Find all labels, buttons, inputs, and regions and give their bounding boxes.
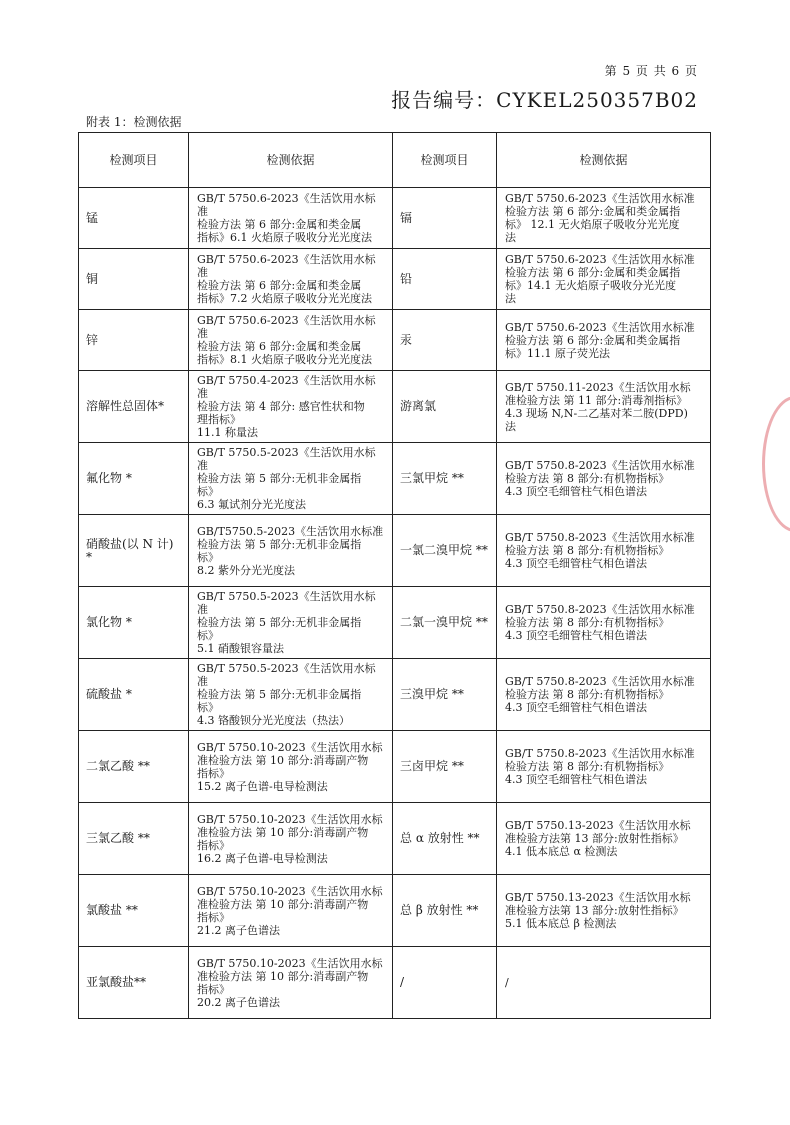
seal-stamp-fragment [762, 396, 790, 532]
test-basis: GB/T 5750.10-2023《生活饮用水标 准检验方法 第 10 部分:消毒副产物 指标》 15.2 离子色谱-电导检测法 [189, 731, 393, 803]
test-item: 锰 [79, 188, 189, 249]
test-basis: GB/T 5750.5-2023《生活饮用水标准 检验方法 第 5 部分:无机非金属指 标》 5.1 硝酸银容量法 [189, 587, 393, 659]
column-header-basis-left: 检测依据 [189, 133, 393, 188]
test-item: 总 α 放射性 ** [393, 803, 497, 875]
report-number: 报告编号：CYKEL250357B02 [391, 88, 698, 112]
test-item: 氯化物 * [79, 587, 189, 659]
table-row [79, 947, 711, 1019]
test-item: 氟化物 * [79, 443, 189, 515]
test-basis: GB/T 5750.5-2023《生活饮用水标准 检验方法 第 5 部分:无机非金属指 标》 4.3 铬酸钡分光光度法（热法） [189, 659, 393, 731]
table-row [79, 875, 711, 947]
column-header-basis-right: 检测依据 [497, 133, 711, 188]
test-basis: GB/T 5750.5-2023《生活饮用水标准 检验方法 第 5 部分:无机非金属指 标》 6.3 氟试剂分光光度法 [189, 443, 393, 515]
test-item: 氯酸盐 ** [79, 875, 189, 947]
test-item: 硫酸盐 * [79, 659, 189, 731]
table-row [79, 188, 711, 249]
test-item: 三卤甲烷 ** [393, 731, 497, 803]
test-basis: GB/T 5750.6-2023《生活饮用水标准 检验方法 第 6 部分:金属和类金属指 标》 12.1 无火焰原子吸收分光光度 法 [497, 188, 711, 249]
test-item: 镉 [393, 188, 497, 249]
test-basis: GB/T 5750.10-2023《生活饮用水标 准检验方法 第 10 部分:消毒副产物 指标》 16.2 离子色谱-电导检测法 [189, 803, 393, 875]
test-item: 铅 [393, 249, 497, 310]
test-basis: GB/T 5750.8-2023《生活饮用水标准 检验方法 第 8 部分:有机物指标》 4.3 顶空毛细管柱气相色谱法 [497, 659, 711, 731]
test-item: 二氯乙酸 ** [79, 731, 189, 803]
test-basis: GB/T 5750.8-2023《生活饮用水标准 检验方法 第 8 部分:有机物指标》 4.3 顶空毛细管柱气相色谱法 [497, 515, 711, 587]
column-header-item-left: 检测项目 [79, 133, 189, 188]
test-basis: GB/T 5750.13-2023《生活饮用水标 准检验方法第 13 部分:放射性指标》 5.1 低本底总 β 检测法 [497, 875, 711, 947]
test-item: 铜 [79, 249, 189, 310]
test-basis: GB/T 5750.8-2023《生活饮用水标准 检验方法 第 8 部分:有机物指标》 4.3 顶空毛细管柱气相色谱法 [497, 731, 711, 803]
test-item: 三溴甲烷 ** [393, 659, 497, 731]
table-row [79, 515, 711, 587]
test-item: 一氯二溴甲烷 ** [393, 515, 497, 587]
table-header-row [79, 133, 711, 188]
test-basis: GB/T 5750.8-2023《生活饮用水标准 检验方法 第 8 部分:有机物指标》 4.3 顶空毛细管柱气相色谱法 [497, 443, 711, 515]
test-item: 二氯一溴甲烷 ** [393, 587, 497, 659]
test-basis: GB/T 5750.6-2023《生活饮用水标准 检验方法 第 6 部分:金属和类金属指 标》11.1 原子荧光法 [497, 310, 711, 371]
test-basis: GB/T 5750.4-2023《生活饮用水标准 检验方法 第 4 部分: 感官性状和物 理指标》 11.1 称量法 [189, 371, 393, 443]
table-caption: 附表 1：检测依据 [86, 115, 182, 129]
test-item: 溶解性总固体* [79, 371, 189, 443]
column-header-item-right: 检测项目 [393, 133, 497, 188]
test-basis: GB/T 5750.6-2023《生活饮用水标准 检验方法 第 6 部分:金属和类金属 指标》8.1 火焰原子吸收分光光度法 [189, 310, 393, 371]
test-basis: GB/T 5750.11-2023《生活饮用水标 准检验方法 第 11 部分:消毒剂指标》 4.3 现场 N,N-二乙基对苯二胺(DPD) 法 [497, 371, 711, 443]
test-basis: GB/T 5750.13-2023《生活饮用水标 准检验方法第 13 部分:放射性指标》 4.1 低本底总 α 检测法 [497, 803, 711, 875]
table-row [79, 249, 711, 310]
testing-basis-table [78, 132, 711, 1019]
test-item: 总 β 放射性 ** [393, 875, 497, 947]
test-basis: GB/T 5750.6-2023《生活饮用水标准 检验方法 第 6 部分:金属和类金属 指标》6.1 火焰原子吸收分光光度法 [189, 188, 393, 249]
test-item: 三氯乙酸 ** [79, 803, 189, 875]
test-basis: GB/T5750.5-2023《生活饮用水标准 检验方法 第 5 部分:无机非金属指 标》 8.2 紫外分光光度法 [189, 515, 393, 587]
table-row [79, 731, 711, 803]
table-row [79, 371, 711, 443]
table-row [79, 803, 711, 875]
test-item: 游离氯 [393, 371, 497, 443]
test-basis: / [497, 947, 711, 1019]
test-basis: GB/T 5750.8-2023《生活饮用水标准 检验方法 第 8 部分:有机物指标》 4.3 顶空毛细管柱气相色谱法 [497, 587, 711, 659]
page-number: 第 5 页 共 6 页 [604, 64, 698, 78]
test-basis: GB/T 5750.6-2023《生活饮用水标准 检验方法 第 6 部分:金属和类金属指 标》14.1 无火焰原子吸收分光光度 法 [497, 249, 711, 310]
test-basis: GB/T 5750.10-2023《生活饮用水标 准检验方法 第 10 部分:消毒副产物 指标》 21.2 离子色谱法 [189, 875, 393, 947]
test-basis: GB/T 5750.10-2023《生活饮用水标 准检验方法 第 10 部分:消毒副产物 指标》 20.2 离子色谱法 [189, 947, 393, 1019]
table-row [79, 659, 711, 731]
test-item: 三氯甲烷 ** [393, 443, 497, 515]
table-row [79, 443, 711, 515]
test-item: 汞 [393, 310, 497, 371]
test-item: 锌 [79, 310, 189, 371]
test-item: 硝酸盐(以 N 计) * [79, 515, 189, 587]
table-row [79, 587, 711, 659]
table-row [79, 310, 711, 371]
test-item: 亚氯酸盐** [79, 947, 189, 1019]
test-item: / [393, 947, 497, 1019]
test-basis: GB/T 5750.6-2023《生活饮用水标准 检验方法 第 6 部分:金属和类金属 指标》7.2 火焰原子吸收分光光度法 [189, 249, 393, 310]
